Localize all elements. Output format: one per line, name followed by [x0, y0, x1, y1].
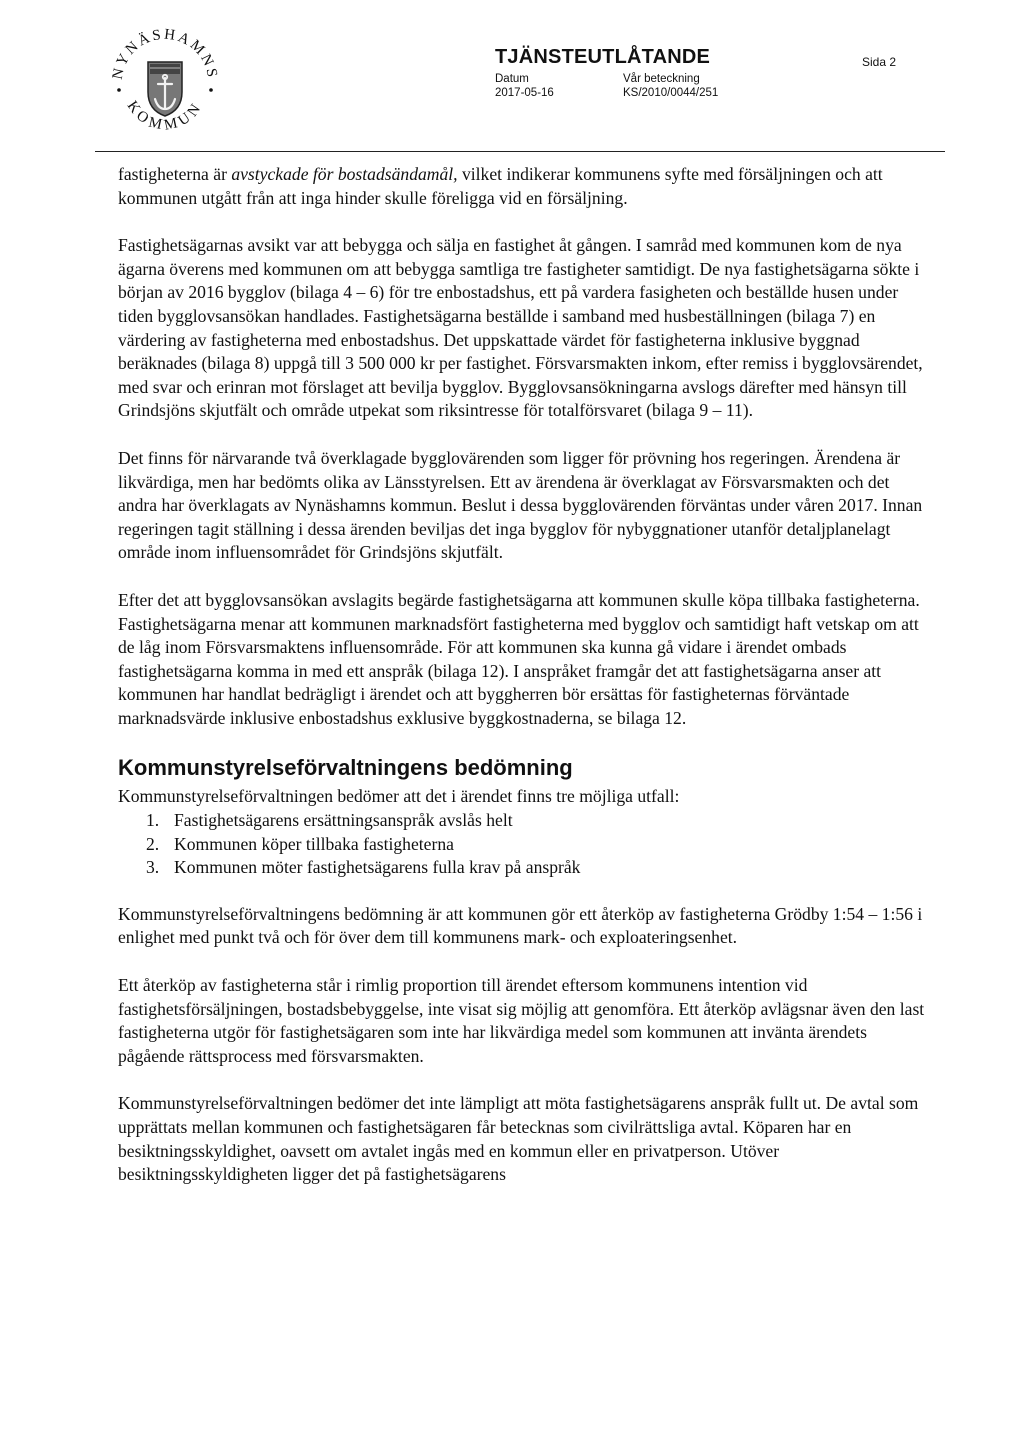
date-label: Datum: [495, 73, 529, 85]
header-divider: [95, 151, 945, 152]
paragraph-appeals: Det finns för närvarande två överklagade bygglovärenden som ligger för prövning hos regeringen. Ärendena är likvärdiga, men har bedömts olika av Länsstyrelsen. Ett av ärendena är överklagat av Försvarsmakten och det andra har överklagats av Nynäshamns kommun. Beslut i dessa bygglovärenden förväntas under våren 2017. Innan regeringen tagit ställning i dessa ärenden beviljas det inga bygglov för nybyggnationer utanför detaljplanelagt område inom influensområdet för Grindsjöns skjutfält.: [118, 447, 923, 563]
paragraph-proportion: Ett återköp av fastigheterna står i rimlig proportion till ärendet eftersom kommunens intention vid fastighetsförsäljningen, bostadsbebyggelse, inte visat sig möjlig att genomföra. Ett återköp avlägsnar även den last fastigheterna utgör för fastighetsägaren som inte har likvärdiga medel som kommunen att invänta ärendets pågående rättsprocess med försvarsmakten.: [118, 975, 925, 1066]
paragraph-outcomes-intro: Kommunstyrelseförvaltningen bedömer att det i ärendet finns tre möjliga utfall:: [118, 786, 680, 807]
reference-value: KS/2010/0044/251: [623, 87, 719, 99]
section-heading: Kommunstyrelseförvaltningens bedömning: [118, 755, 573, 781]
svg-text:KOMMUN: KOMMUN: [123, 98, 207, 130]
paragraph-assessment: Kommunstyrelseförvaltningens bedömning är att kommunen gör ett återköp av fastigheterna Grödby 1:54 – 1:56 i enlighet med punkt två och för över dem till kommunens mark- och exploateringsenhet.: [118, 903, 923, 948]
paragraph-claim: Efter det att bygglovsansökan avslagits begärde fastighetsägarna att kommunen skulle köpa tillbaka fastigheterna. Fastighetsägarna menar att kommunen marknadsfört fastigheterna med bygglov och samtidigt haft vetskap om att de låg inom Försvarsmaktens influensområde. För att kommunen ska kunna gå vidare i ärendet ombads fastighetsägarna komma in med ett anspråk (bilaga 12). I anspråket framgår det att fastighetsägarna anser att kommunen har handlat bedrägligt i ärendet och att byggherren bör ersättas för fastigheternas förväntade marknadsvärde inklusive enbostadshus exklusive byggkostnaderna, se bilaga 12.: [118, 589, 920, 728]
paragraph-continuation: fastigheterna är avstyckade för bostadsändamål, vilket indikerar kommunens syfte med försäljningen och att kommunen utgått från att inga hinder skulle föreligga vid en försäljning.: [118, 164, 883, 208]
document-type-title: TJÄNSTEUTLÅTANDE: [495, 46, 711, 68]
reference-label: Vår beteckning: [623, 73, 700, 85]
list-item: 1. Fastighetsägarens ersättningsanspråk avslås helt: [146, 810, 513, 831]
list-item: 2. Kommunen köper tillbaka fastigheterna: [146, 833, 454, 854]
list-item: 3. Kommunen möter fastighetsägarens fulla krav på anspråk: [146, 857, 581, 878]
municipal-seal-logo: [100, 22, 230, 130]
date-value: 2017-05-16: [495, 87, 554, 99]
emphasis-text: avstyckade för bostadsändamål,: [231, 164, 458, 184]
svg-text:NYNÄSHAMNS: NYNÄSHAMNS: [109, 26, 221, 81]
paragraph-background: Fastighetsägarnas avsikt var att bebygga och sälja en fastighet åt gången. I samråd med kommunen kom de nya ägarna överens med kommunen om att bebygga samtliga tre fastigheter samtidigt. De nya fastighetsägarna sökte i början av 2016 bygglov (bilaga 4 – 6) för tre enbostadshus, ett på vardera fasigheten och beställde husen under tiden bygglovsansökan handlades. Fastighetsägarna beställde i samband med husbeställningen (bilaga 7) en värdering av fastigheterna med enbostadshus. Det uppskattade värdet för fastigheterna inklusive byggnad beräknades (bilaga 8) uppgå till 3 500 000 kr per fastighet. Försvarsmakten inkom, efter remiss i bygglovsärendet, med svar och erinran mot förslaget att bevilja bygglov. Bygglovsansökningarna avslogs därefter med hänsyn till Grindsjöns skjutfält och område utpekat som riksintresse för totalförsvaret (bilaga 9 – 11).: [118, 235, 923, 421]
document-body: [118, 163, 928, 1211]
outcomes-list: [118, 809, 928, 880]
page-number: Sida 2: [862, 55, 897, 69]
paragraph-contracts: Kommunstyrelseförvaltningen bedömer det inte lämpligt att möta fastighetsägarens anspråk fullt ut. De avtal som upprättats mellan kommunen och fastighetsägaren får betecknas som civilrättsliga avtal. Köparen har en besiktningsskyldighet, oavsett om avtalet ingås med en kommun eller en privatperson. Utöver besiktningsskyldigheten ligger det på fastighetsägarens: [118, 1093, 919, 1185]
